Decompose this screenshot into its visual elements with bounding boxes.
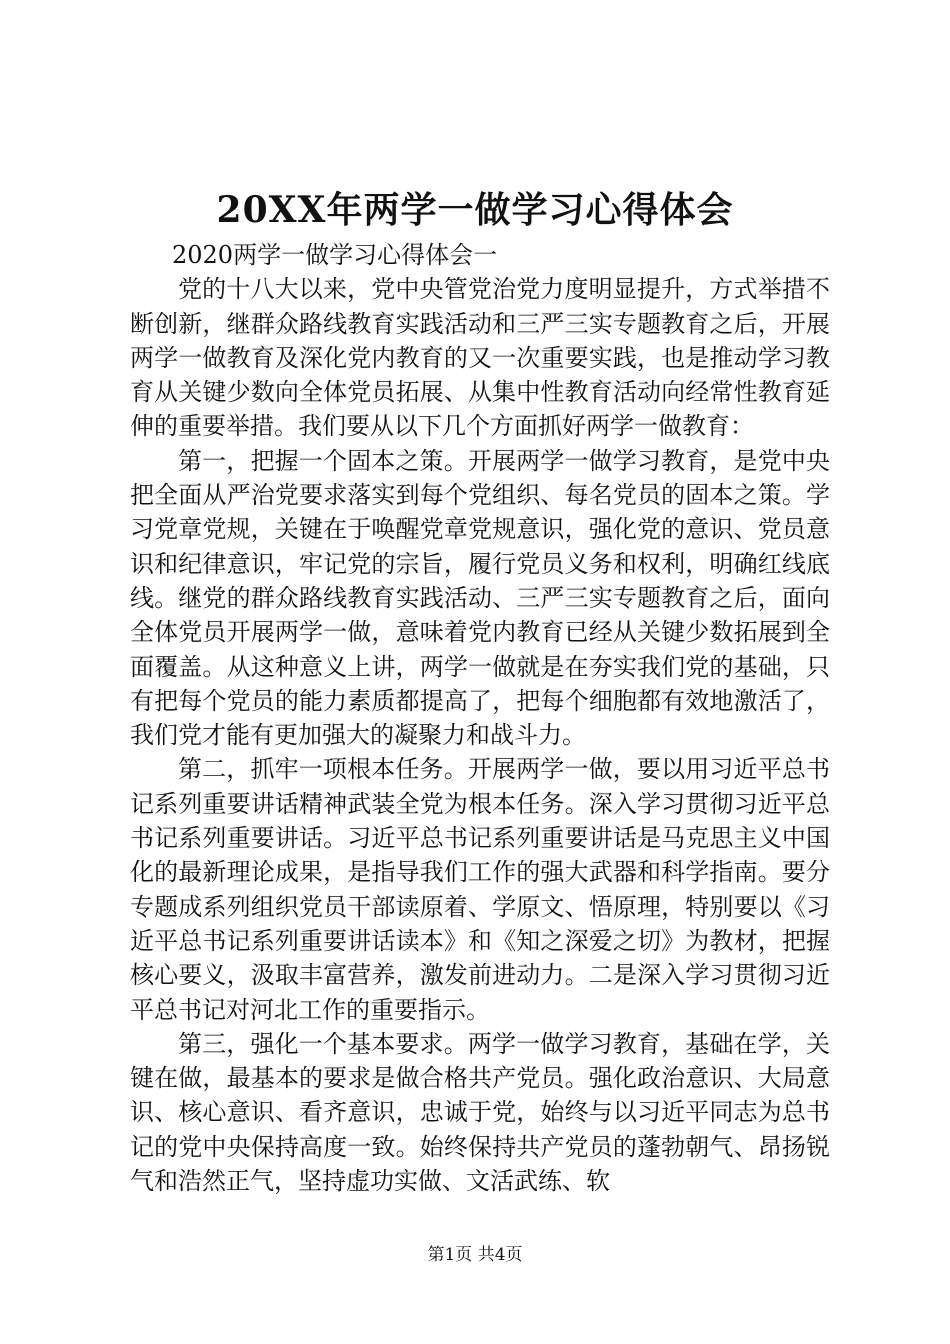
document-subtitle: 2020两学一做学习心得体会一 [172,241,498,269]
document-body [130,238,830,1198]
paragraph-intro: 党的十八大以来，党中央管党治党力度明显提升，方式举措不断创新，继群众路线教育实践活动和三严三实专题教育之后，开展两学一做教育及深化党内教育的又一次重要实践，也是推动学习教育从关键少数向全体党员拓展、从集中性教育活动向经常性教育延伸的重要举措。我们要从以下几个方面抓好两学一做教育： [130,275,830,441]
paragraph-second-point: 第二，抓牢一项根本任务。开展两学一做，要以用习近平总书记系列重要讲话精神武装全党为根本任务。深入学习贯彻习近平总书记系列重要讲话。习近平总书记系列重要讲话是马克思主义中国化的最新理论成果，是指导我们工作的强大武器和科学指南。要分专题成系列组织党员干部读原着、学原文、悟原理，特别要以《习近平总书记系列重要讲话读本》和《知之深爱之切》为教材，把握核心要义，汲取丰富营养，激发前进动力。二是深入学习贯彻习近平总书记对河北工作的重要指示。 [130,755,830,1024]
paragraph-first-point: 第一，把握一个固本之策。开展两学一做学习教育，是党中央把全面从严治党要求落实到每个党组织、每名党员的固本之策。学习党章党规，关键在于唤醒党章党规意识，强化党的意识、党员意识和纪律意识，牢记党的宗旨，履行党员义务和权利，明确红线底线。继党的群众路线教育实践活动、三严三实专题教育之后，面向全体党员开展两学一做，意味着党内教育已经从关键少数拓展到全面覆盖。从这种意义上讲，两学一做就是在夯实我们党的基础，只有把每个党员的能力素质都提高了，把每个细胞都有效地激活了，我们党才能有更加强大的凝聚力和战斗力。 [130,446,830,750]
document-title: 20XX年两学一做学习心得体会 [216,189,734,231]
page-number-footer: 第1页 共4页 [427,1245,523,1265]
paragraph-third-point: 第三，强化一个基本要求。两学一做学习教育，基础在学，关键在做，最基本的要求是做合格共产党员。强化政治意识、大局意识、核心意识、看齐意识，忠诚于党，始终与以习近平同志为总书记的党中央保持高度一致。始终保持共产党员的蓬勃朝气、昂扬锐气和浩然正气，坚持虚功实做、文活武练、软 [130,1029,830,1196]
